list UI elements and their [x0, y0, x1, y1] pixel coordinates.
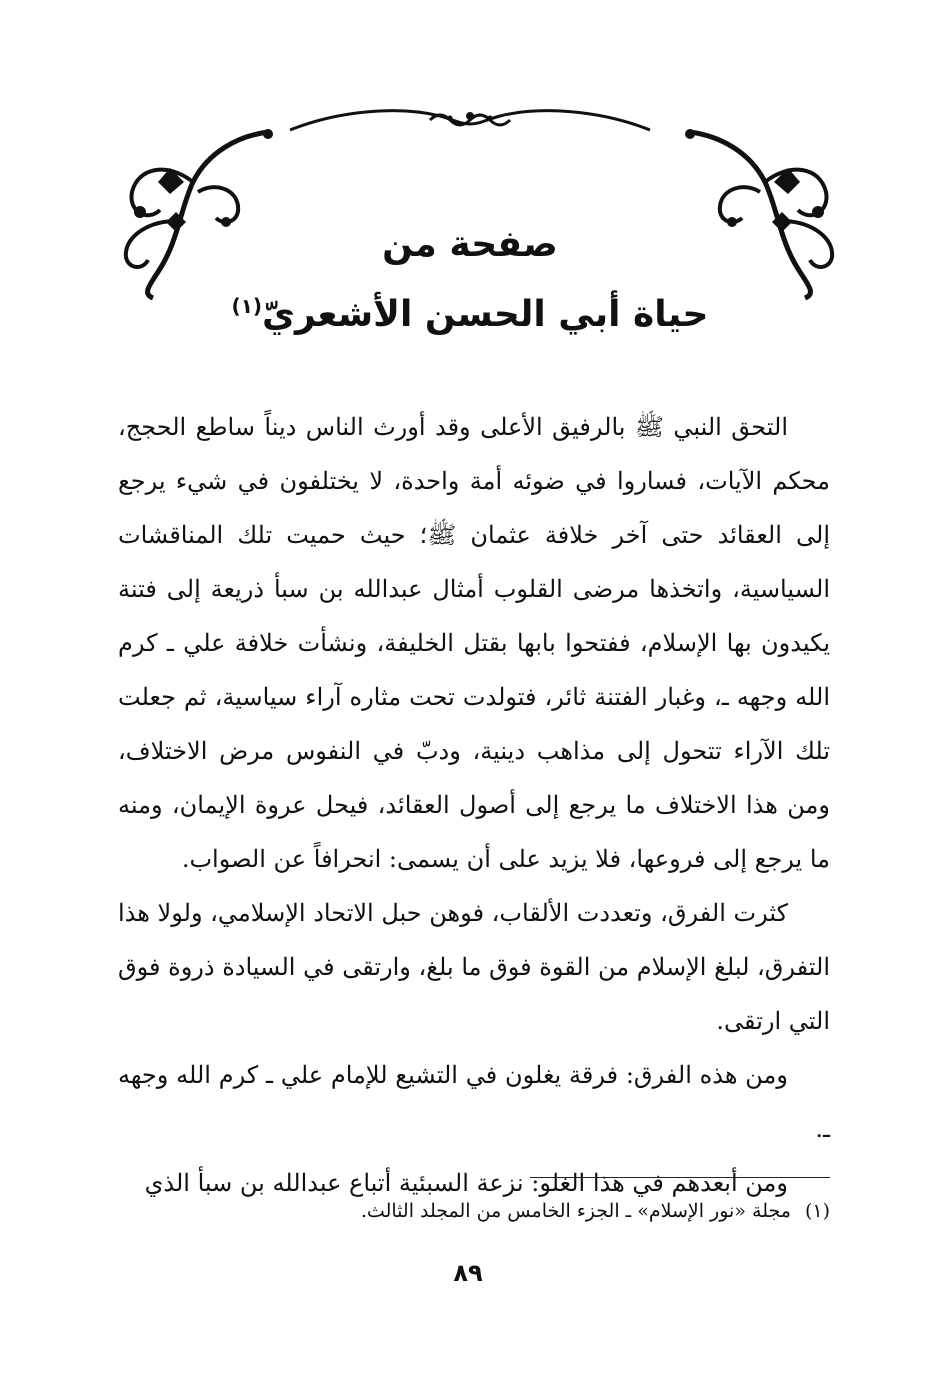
body-text [118, 400, 830, 1210]
paragraph-3: ومن هذه الفرق: فرقة يغلون في التشيع للإمام علي ـ كرم الله وجهه ـ. [118, 1061, 830, 1143]
paragraph-1: التحق النبي ﷺ بالرفيق الأعلى وقد أورث الناس ديناً ساطع الحجج، محكم الآيات، فساروا في ضوئه أمة واحدة، لا يختلفون في شيء يرجع إلى العقائد حتى آخر خلافة عثمان ﷺ؛ حيث حميت تلك المناقشات السياسية، واتخذها مرضى القلوب أمثال عبدالله بن سبأ ذريعة إلى فتنة يكيدون بها الإسلام، ففتحوا بابها بقتل الخليفة، ونشأت خلافة علي ـ كرم الله وجهه ـ، وغبار الفتنة ثائر، فتولدت تحت مثاره آراء سياسية، ثم جعلت تلك الآراء تتحول إلى مذاهب دينية، ودبّ في النفوس مرض الاختلاف، ومن هذا الاختلاف ما يرجع إلى أصول العقائد، فيحل عروة الإيمان، ومنه ما يرجع إلى فروعها، فلا يزيد على أن يسمى: انحرافاً عن الصواب. [118, 413, 831, 873]
footnote-text: مجلة «نور الإسلام» ـ الجزء الخامس من المجلد الثالث. [360, 1200, 791, 1222]
title-line-2-text: حياة أبي الحسن الأشعريّ [262, 294, 709, 335]
title-line-2 [190, 276, 750, 345]
footnote-mark: (١) [804, 1200, 830, 1222]
chapter-title [190, 218, 750, 345]
page-number: ٨٩ [453, 1259, 483, 1287]
title-footnote-reference: (١) [231, 294, 263, 318]
footnote-separator [530, 1177, 830, 1178]
paragraph-4: ومن أبعدهم في هذا الغلو: نزعة السبئية أتباع عبدالله بن سبأ الذي [144, 1169, 788, 1197]
top-flourish-ornament [280, 100, 660, 140]
title-line-1: صفحة من [382, 224, 558, 265]
paragraph-2: كثرت الفرق، وتعددت الألقاب، فوهن حبل الاتحاد الإسلامي، ولولا هذا التفرق، لبلغ الإسلام من القوة فوق ما بلغ، وارتقى في السيادة ذروة فوق التي ارتقى. [118, 899, 830, 1035]
footnote [118, 1196, 830, 1226]
